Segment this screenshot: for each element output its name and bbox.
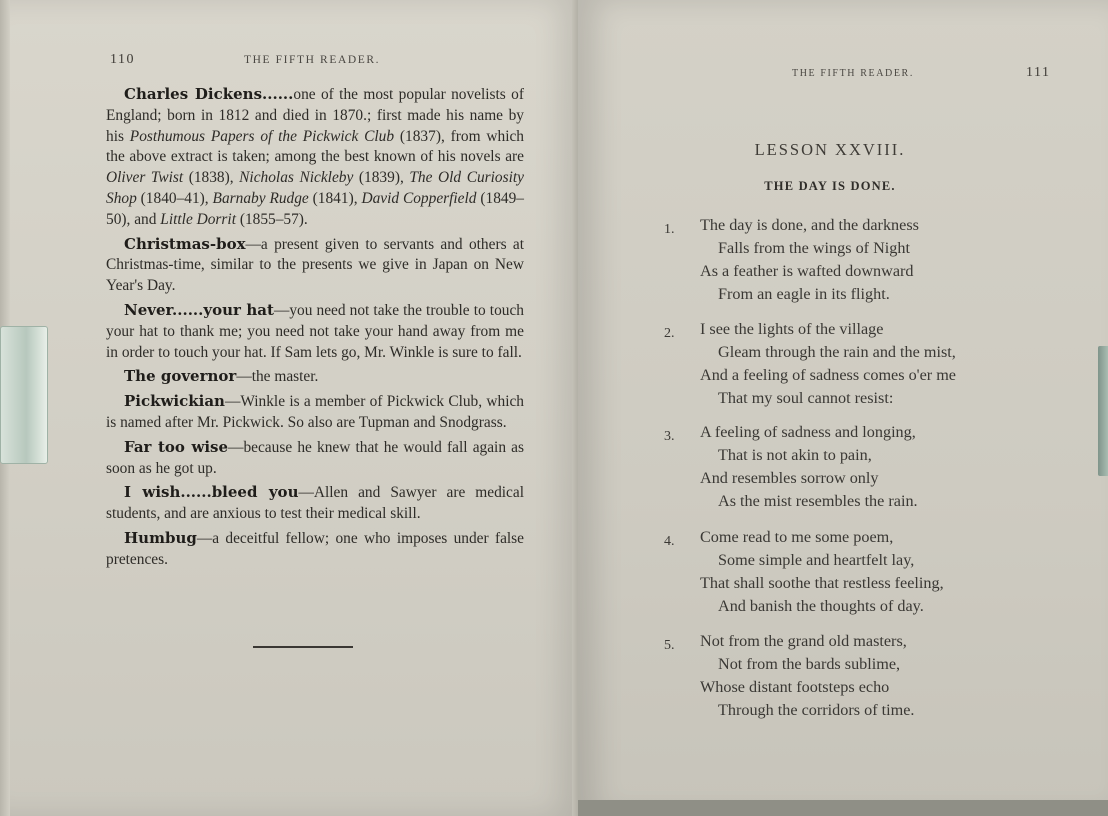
note-text: (1840–41),	[136, 189, 213, 207]
note-text: (1839),	[353, 169, 410, 187]
page-number-left: 110	[110, 52, 135, 67]
poem-line: That my soul cannot resist:	[718, 389, 894, 407]
poem-line: That is not akin to pain,	[718, 446, 872, 464]
note-term: Pickwickian	[124, 392, 225, 411]
note-term: Never......your hat	[124, 300, 274, 319]
note-term: Far too wise	[124, 437, 229, 456]
note-entry	[106, 366, 524, 388]
poem-line: As the mist resembles the rain.	[718, 492, 918, 510]
poem-title: THE DAY IS DONE.	[764, 179, 896, 193]
note-entry	[106, 482, 524, 525]
stanza	[664, 214, 1044, 306]
note-entry	[106, 437, 524, 480]
poem-line: And a feeling of sadness comes o'er me	[700, 366, 956, 384]
section-rule	[253, 646, 353, 648]
note-term: Humbug	[124, 528, 197, 547]
note-term: I wish......bleed you	[124, 483, 299, 502]
poem-line: And banish the thoughts of day.	[718, 597, 924, 615]
poem-line: Gleam through the rain and the mist,	[718, 343, 956, 361]
note-text: —Winkle is a member of Pickwick Club, which is named after Mr. Pickwick. So also are Tupman and Snodgrass.	[106, 393, 524, 431]
note-entry	[106, 528, 524, 571]
poem-line: Not from the grand old masters,	[700, 632, 907, 650]
note-title-italic: The Old Curiosity Shop	[106, 169, 525, 207]
note-term: Charles Dickens......	[124, 85, 294, 103]
poem-line: And resembles sorrow only	[700, 469, 879, 487]
note-text: (1849–50), and	[106, 189, 524, 228]
stanza	[664, 318, 1044, 410]
stanza-number: 5.	[664, 638, 675, 653]
note-title-italic: Little Dorrit	[160, 210, 236, 228]
page-shadow	[578, 800, 1108, 816]
stanza-number: 2.	[664, 326, 675, 341]
stanza-number: 4.	[664, 534, 675, 549]
poem-line: Not from the bards sublime,	[718, 655, 901, 673]
stanza	[664, 526, 1044, 618]
note-text: —you need not take the trouble to touch your hat to thank me; you need not take your hand away from me in order to touch your hat. If Sam lets go, Mr. Winkle is sure to fall.	[106, 301, 524, 361]
poem-line: Falls from the wings of Night	[718, 239, 910, 257]
notes-section	[106, 84, 524, 574]
page-clip-left	[0, 326, 48, 464]
poem-line: That shall soothe that restless feeling,	[700, 574, 944, 592]
note-text: (1841),	[308, 189, 362, 207]
note-entry	[106, 391, 524, 434]
stanza-number: 3.	[664, 429, 675, 444]
poem-line: Whose distant footsteps echo	[700, 678, 890, 696]
running-head-left: THE FIFTH READER.	[244, 54, 381, 66]
note-title-italic: Nicholas Nickleby	[239, 169, 354, 187]
note-text: —a present given to servants and others at Christmas-time, similar to the presents we give in Japan on New Year's Day.	[106, 235, 524, 295]
poem-line: Come read to me some poem,	[700, 528, 894, 546]
note-entry	[106, 84, 524, 231]
note-text: (1855–57).	[235, 210, 308, 228]
note-text: —because he knew that he would fall again as soon as he got up.	[106, 438, 525, 477]
lesson-title: LESSON XXVIII.	[754, 140, 906, 159]
poem-line: Some simple and heartfelt lay,	[718, 551, 915, 569]
page-clip-right	[1098, 346, 1108, 476]
note-text: (1838),	[183, 169, 240, 187]
note-title-italic: Barnaby Rudge	[212, 189, 309, 207]
note-term: Christmas-box	[124, 234, 246, 253]
stanza	[664, 421, 1044, 513]
poem-line: As a feather is wafted downward	[700, 262, 914, 280]
poem-line: I see the lights of the village	[700, 320, 884, 338]
stanza-number: 1.	[664, 222, 675, 237]
note-text: one of the most popular novelists of England; born in 1812 and died in 1870.; first made his name by his	[106, 86, 524, 145]
page-number-right: 111	[1026, 65, 1051, 80]
poem-line: The day is done, and the darkness	[700, 216, 919, 234]
stanza	[664, 630, 1044, 722]
note-entry	[106, 300, 524, 363]
note-title-italic: David Copperfield	[361, 189, 477, 207]
note-text: —a deceitful fellow; one who imposes under false pretences.	[106, 529, 524, 568]
note-text: (1837), from which the above extract is taken; among the best known of his novels are	[106, 127, 524, 166]
note-term: The governor	[124, 367, 237, 386]
note-entry	[106, 234, 524, 297]
note-title-italic: Posthumous Papers of the Pickwick Club	[129, 127, 395, 145]
note-title-italic: Oliver Twist	[106, 169, 184, 187]
poem-line: Through the corridors of time.	[718, 701, 915, 719]
poem-line: From an eagle in its flight.	[718, 285, 890, 303]
note-text: —the master.	[236, 368, 319, 386]
running-head-right: THE FIFTH READER.	[792, 68, 914, 79]
note-text: —Allen and Sawyer are medical students, and are anxious to test their medical skill.	[106, 484, 524, 523]
poem-line: A feeling of sadness and longing,	[700, 423, 916, 441]
